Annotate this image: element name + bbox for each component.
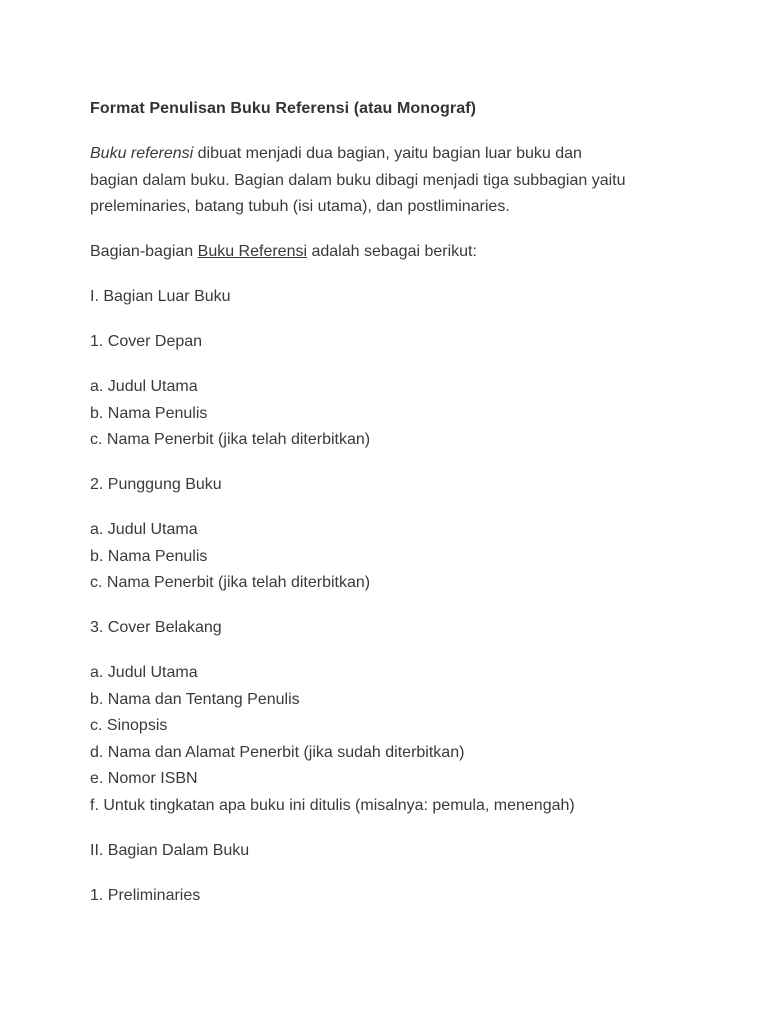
intro-line-1 (90, 141, 730, 168)
section-2-heading: II. Bagian Dalam Buku (90, 841, 250, 859)
sub-2-list (90, 517, 730, 597)
parts-intro-after: adalah sebagai berikut: (307, 243, 477, 260)
sub-2-heading: 2. Punggung Buku (90, 476, 222, 493)
document-page (90, 96, 730, 909)
buku-referensi-link[interactable]: Buku Referensi (197, 243, 308, 260)
sub-1-list (90, 374, 730, 454)
sub-3-list (90, 660, 730, 819)
intro-italic-lead: Buku referensi (90, 145, 194, 162)
section-2-sub-1-heading: 1. Preliminaries (90, 886, 201, 904)
list-item: e. Nomor ISBN (90, 770, 198, 787)
list-item: b. Nama dan Tentang Penulis (90, 690, 300, 708)
list-item: a. Judul Utama (90, 378, 198, 395)
list-item: a. Judul Utama (90, 521, 198, 538)
parts-intro (90, 239, 730, 266)
section-1-heading: I. Bagian Luar Buku (90, 288, 231, 305)
intro-line-3: preleminaries, batang tubuh (isi utama), dan postliminaries. (90, 198, 510, 215)
list-item: d. Nama dan Alamat Penerbit (jika sudah diterbitkan) (90, 743, 465, 761)
list-item: c. Sinopsis (90, 717, 168, 734)
sub-1-heading: 1. Cover Depan (90, 333, 203, 350)
document-title: Format Penulisan Buku Referensi (atau Monograf) (90, 100, 477, 117)
intro-line-1-rest: dibuat menjadi dua bagian, yaitu bagian luar buku dan (193, 145, 582, 162)
list-item: c. Nama Penerbit (jika telah diterbitkan) (90, 574, 371, 591)
list-item: b. Nama Penulis (90, 547, 208, 565)
list-item: f. Untuk tingkatan apa buku ini ditulis (misalnya: pemula, menengah) (90, 796, 575, 814)
list-item: b. Nama Penulis (90, 404, 208, 422)
intro-line-2: bagian dalam buku. Bagian dalam buku dibagi menjadi tiga subbagian yaitu (90, 171, 626, 189)
list-item: a. Judul Utama (90, 664, 198, 681)
intro-paragraph (90, 141, 730, 221)
list-item: c. Nama Penerbit (jika telah diterbitkan) (90, 431, 371, 448)
sub-3-heading: 3. Cover Belakang (90, 619, 222, 636)
parts-intro-before: Bagian-bagian (90, 243, 198, 260)
